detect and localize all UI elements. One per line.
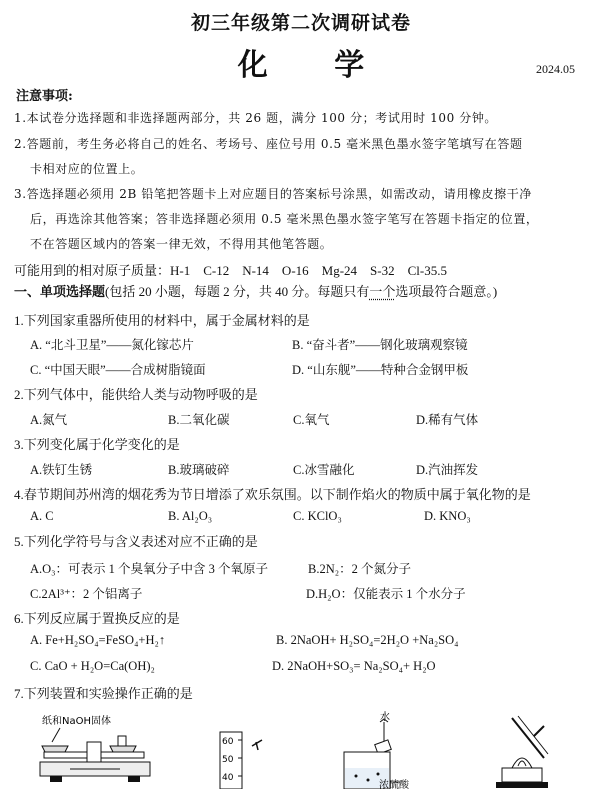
notice-item-3-cont: 后，再选涂其他答案；答非选择题必须用 0.5 毫米黑色墨水签字笔写在答题卡指定的位置， bbox=[30, 212, 539, 226]
question-6-stem: 6.下列反应属于置换反应的是 bbox=[14, 611, 180, 626]
atomic-mass-line: 可能用到的相对原子质量：H-1 C-12 N-14 O-16 Mg-24 S-32 Cl-35.5 bbox=[14, 263, 447, 278]
question-7-stem: 7.下列装置和实验操作正确的是 bbox=[14, 686, 193, 701]
section-label: 一、单项选择题 bbox=[14, 284, 106, 299]
figure-balance bbox=[30, 712, 160, 789]
question-4-option-d[interactable]: D. KNO₃ bbox=[424, 509, 471, 523]
notice-item-2-cont: 卡相对应的位置上。 bbox=[30, 162, 144, 176]
subject-title: 化 学 bbox=[237, 48, 393, 83]
question-2-option-c[interactable]: C.氧气 bbox=[293, 413, 330, 427]
acid-label: 浓硫酸 bbox=[379, 780, 409, 789]
section-desc-emph: 一个 bbox=[369, 284, 396, 299]
figure-cylinder bbox=[212, 728, 282, 789]
question-2-option-b[interactable]: B.二氧化碳 bbox=[168, 413, 230, 427]
question-3-option-a[interactable]: A.铁钉生锈 bbox=[30, 463, 93, 477]
question-5-option-b[interactable]: B.2N₂：2 个氮分子 bbox=[308, 562, 411, 576]
question-2-option-d[interactable]: D.稀有气体 bbox=[416, 413, 479, 427]
question-3-option-d[interactable]: D.汽油挥发 bbox=[416, 463, 479, 477]
notice-heading: 注意事项: bbox=[16, 89, 73, 104]
question-1-option-c[interactable]: C. “中国天眼”——合成树脂镜面 bbox=[30, 363, 206, 377]
cylinder-tick-40: 40 bbox=[222, 773, 234, 783]
notice-item-2: 2.答题前，考生务必将自己的姓名、考场号、座位号用 0.5 毫米黑色墨水签字笔填写在答题 bbox=[14, 137, 523, 151]
question-4-option-c[interactable]: C. KClO₃ bbox=[293, 509, 342, 523]
question-1-option-a[interactable]: A. “北斗卫星”——氮化镓芯片 bbox=[30, 338, 194, 352]
question-1-stem: 1.下列国家重器所使用的材料中，属于金属材料的是 bbox=[14, 313, 310, 328]
section-desc-post: 选项最符合题意。) bbox=[395, 284, 498, 299]
notice-item-3-cont2: 不在答题区域内的答案一律无效，不得用其他笔答题。 bbox=[30, 237, 333, 251]
figure-heating bbox=[482, 708, 572, 789]
exam-date: 2024.05 bbox=[536, 62, 575, 76]
section-desc-pre: (包括 20 小题，每题 2 分，共 40 分。每题只有 bbox=[105, 284, 370, 299]
question-3-option-c[interactable]: C.冰雪融化 bbox=[293, 463, 355, 477]
water-label: 水 bbox=[380, 712, 390, 723]
question-4-option-a[interactable]: A. C bbox=[30, 509, 54, 523]
question-1-option-d[interactable]: D. “山东舰”——特种合金钢甲板 bbox=[292, 363, 469, 377]
question-1-option-b[interactable]: B. “奋斗者”——钢化玻璃观察镜 bbox=[292, 338, 468, 352]
question-3-stem: 3.下列变化属于化学变化的是 bbox=[14, 437, 180, 452]
question-6-option-d[interactable]: D. 2NaOH+SO₃= Na₂SO₄+ H₂O bbox=[272, 659, 436, 673]
question-4-stem: 4.春节期间苏州湾的烟花秀为节日增添了欢乐氛围。以下制作焰火的物质中属于氧化物的是 bbox=[14, 487, 531, 502]
question-4-option-b[interactable]: B. Al₂O₃ bbox=[168, 509, 213, 523]
question-5-option-c[interactable]: C.2Al³⁺：2 个铝离子 bbox=[30, 587, 143, 601]
question-2-option-a[interactable]: A.氮气 bbox=[30, 413, 68, 427]
exam-title: 初三年级第二次调研试卷 bbox=[190, 12, 411, 34]
balance-label: 纸和NaOH固体 bbox=[42, 716, 111, 727]
question-2-stem: 2.下列气体中，能供给人类与动物呼吸的是 bbox=[14, 387, 258, 402]
question-5-option-d[interactable]: D.H₂O：仅能表示 1 个水分子 bbox=[306, 587, 466, 601]
question-5-stem: 5.下列化学符号与含义表述对应不正确的是 bbox=[14, 534, 258, 549]
cylinder-tick-60: 60 bbox=[222, 737, 234, 747]
notice-item-3: 3.答选择题必须用 2B 铅笔把答题卡上对应题目的答案标号涂黑，如需改动，请用橡皮擦干净 bbox=[14, 187, 532, 201]
question-6-option-b[interactable]: B. 2NaOH+ H₂SO₄=2H₂O +Na₂SO₄ bbox=[276, 633, 459, 647]
notice-item-1: 1.本试卷分选择题和非选择题两部分，共 26 题，满分 100 分；考试用时 100 分钟。 bbox=[14, 111, 498, 125]
question-6-option-a[interactable]: A. Fe+H₂SO₄=FeSO₄+H₂↑ bbox=[30, 633, 166, 647]
figure-dilution bbox=[334, 708, 424, 789]
section-heading bbox=[14, 281, 497, 300]
question-5-option-a[interactable]: A.O₃：可表示 1 个臭氧分子中含 3 个氧原子 bbox=[30, 562, 269, 576]
cylinder-tick-50: 50 bbox=[222, 755, 234, 765]
question-6-option-c[interactable]: C. CaO + H₂O=Ca(OH)₂ bbox=[30, 659, 155, 673]
question-3-option-b[interactable]: B.玻璃破碎 bbox=[168, 463, 230, 477]
